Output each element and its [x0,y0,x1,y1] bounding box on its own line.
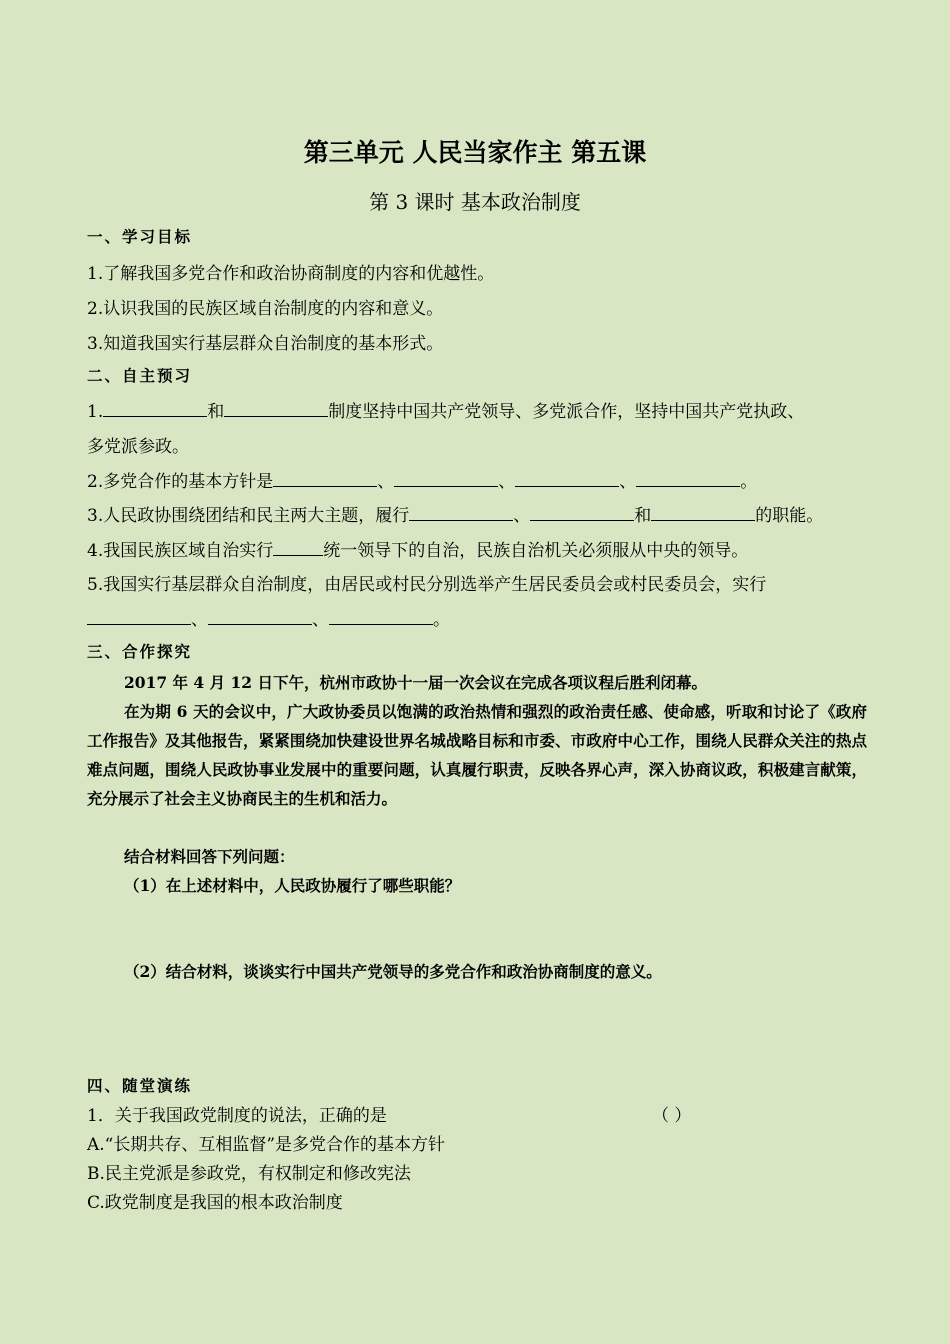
fill-blank[interactable] [224,398,328,417]
explore-question-2: （2）结合材料，谈谈实行中国共产党领导的多党合作和政治协商制度的意义。 [124,962,662,981]
section-heading-explore: 三、合作探究 [87,642,193,661]
fill-blank[interactable] [636,468,740,487]
practice-question-1: 1．关于我国政党制度的说法，正确的是 [87,1106,387,1126]
preview-question-2: 2.多党合作的基本方针是 、 、 、 。 [87,467,757,492]
fill-blank[interactable] [208,606,312,625]
goal-item: 1.了解我国多党合作和政治协商制度的内容和优越性。 [87,264,495,284]
section-heading-practice: 四、随堂演练 [87,1076,193,1095]
goal-item: 3.知道我国实行基层群众自治制度的基本形式。 [87,334,444,354]
fill-blank[interactable] [273,537,323,556]
goal-item: 2.认识我国的民族区域自治制度的内容和意义。 [87,299,444,319]
fill-blank[interactable] [87,606,191,625]
page-subtitle: 第 3 课时 基本政治制度 [369,190,581,214]
fill-blank[interactable] [273,468,377,487]
material-paragraph: 2017 年 4 月 12 日下午，杭州市政协十一届一次会议在完成各项议程后胜利闭幕。 [124,673,707,692]
preview-question-1: 1. 和 制度坚持中国共产党领导、多党派合作，坚持中国共产党执政、 [87,397,804,422]
answer-parentheses[interactable]: （ ） [652,1106,692,1126]
option-c[interactable]: C.政党制度是我国的根本政治制度 [87,1193,343,1213]
explore-question-1: （1）在上述材料中，人民政协履行了哪些职能？ [124,876,461,895]
preview-question-5-cont: 、 、 。 [87,605,450,630]
preview-question-1-cont: 多党派参政。 [87,437,189,457]
page-title: 第三单元 人民当家作主 第五课 [303,138,647,167]
preview-question-5: 5.我国实行基层群众自治制度，由居民或村民分别选举产生居民委员会或村民委员会，实行 [87,575,767,595]
option-a[interactable]: A.“长期共存、互相监督”是多党合作的基本方针 [87,1135,446,1155]
preview-question-3: 3.人民政协围绕团结和民主两大主题，履行 、 和 的职能。 [87,501,823,526]
fill-blank[interactable] [651,502,755,521]
section-heading-preview: 二、自主预习 [87,366,193,385]
fill-blank[interactable] [394,468,498,487]
preview-question-4: 4.我国民族区域自治实行 统一领导下的自治，民族自治机关必须服从中央的领导。 [87,536,748,561]
fill-blank[interactable] [530,502,634,521]
fill-blank[interactable] [515,468,619,487]
question-prompt: 结合材料回答下列问题： [124,847,295,866]
fill-blank[interactable] [409,502,513,521]
option-b[interactable]: B.民主党派是参政党，有权制定和修改宪法 [87,1164,411,1184]
section-heading-goals: 一、学习目标 [87,227,193,246]
fill-blank[interactable] [329,606,433,625]
material-paragraph: 在为期 6 天的会议中，广大政协委员以饱满的政治热情和强烈的政治责任感、使命感，听取和讨论了《政府工作报告》及其他报告，紧紧围绕加快建设世界名城战略目标和市委、市政府中心工作，围绕人民群众关注的热点难点问题，围绕人民政协事业发展中的重要问题，认真履行职责，反映各界心声，深入协商议政，积极建言献策，充分展示了社会主义协商民主的生机和活力。 [87,702,867,808]
fill-blank[interactable] [103,398,207,417]
